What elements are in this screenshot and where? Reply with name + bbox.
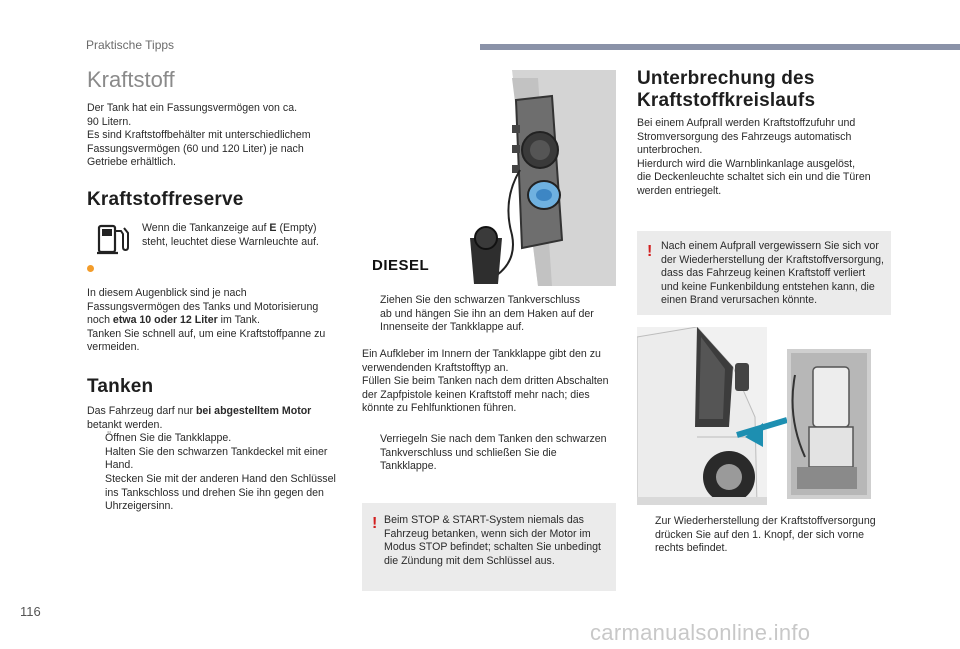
text-line: 90 Litern. [87, 115, 132, 128]
middle-step-4 [362, 294, 594, 335]
text-line: betankt werden. [87, 418, 163, 431]
text-line: unterbrochen. [637, 144, 703, 157]
watermark: carmanualsonline.info [590, 620, 811, 645]
text-line: Füllen Sie beim Tanken nach dem dritten Abschalten [362, 375, 609, 388]
text-line: könnte zu Fehlfunktionen führen. [362, 402, 517, 415]
text-line: Fassungsvermögen des Tanks und Motorisierung [87, 300, 319, 313]
text-line: und keine Funkenbildung entstehen kann, die [661, 280, 875, 293]
text-line: verwendenden Kraftstofftyp an. [362, 361, 509, 374]
list-item: Öffnen Sie die Tankklappe. [105, 432, 232, 445]
tanken-title: Tanken [87, 376, 154, 397]
list-item: Zur Wiederherstellung der Kraftstoffversorgung drücken Sie auf den 1. Knopf, der sich vorne rechts befindet. [655, 515, 876, 555]
text-line: Wenn die Tankanzeige auf E (Empty) [142, 222, 317, 234]
diesel-label: DIESEL [372, 257, 430, 274]
reserve-paragraph [87, 287, 325, 355]
middle-paragraph [362, 348, 609, 416]
section-header: Praktische Tipps [86, 38, 175, 52]
text-line: werden entriegelt. [637, 184, 722, 197]
warning-icon: ! [372, 515, 378, 532]
crash-warning-box [637, 231, 891, 315]
reserve-description [142, 222, 319, 249]
list-item: Stecken Sie mit der anderen Hand den Schlüssel ins Tankschloss und drehen Sie ihn gegen den Uhrzeigersinn. [105, 472, 336, 513]
fuel-pump-icon [96, 221, 134, 257]
text-line: die Zündung mit dem Schlüssel aus. [384, 554, 555, 567]
list-item: Halten Sie den schwarzen Tankdeckel mit einer Hand. [105, 445, 328, 472]
warning-icon: ! [647, 243, 653, 260]
header-bar [480, 44, 960, 50]
kraftstoff-text [87, 102, 311, 170]
unterbrechung-step [637, 515, 876, 556]
middle-step-5 [362, 433, 607, 474]
unterbrechung-text [637, 117, 871, 199]
kraftstoffreserve-title: Kraftstoffreserve [87, 189, 244, 210]
text-line: Stromversorgung des Fahrzeugs automatisch [637, 130, 852, 143]
fuel-cap-illustration [362, 70, 616, 286]
text-line: Das Fahrzeug darf nur bei abgestelltem Motor [87, 405, 312, 417]
text-line: Beim STOP & START-System niemals das [384, 514, 584, 526]
text-line: einen Brand verursachen könnte. [661, 294, 818, 307]
unterbrechung-title: Unterbrechung des Kraftstoffkreislaufs [637, 68, 816, 111]
text-line: Fahrzeug betanken, wenn sich der Motor im [384, 527, 591, 540]
list-item: Ziehen Sie den schwarzen Tankverschluss ab und hängen Sie ihn an dem Haken auf der Innenseite der Tankklappe auf. [380, 294, 594, 334]
text-line: die Deckenleuchte schaltet sich ein und die Türen [637, 171, 871, 184]
text-line: der Zapfpistole keinen Kraftstoff mehr nach; dies [362, 388, 590, 401]
text-line: Tanken Sie schnell auf, um eine Kraftstoffpanne zu [87, 327, 326, 340]
text-line: noch etwa 10 oder 12 Liter im Tank. [87, 314, 260, 327]
text-line: der Wiederherstellung der Kraftstoffversorgung, [661, 253, 884, 266]
text-line: In diesem Augenblick sind je nach [87, 287, 247, 299]
text-line: Nach einem Aufprall vergewissern Sie sich vor [661, 240, 879, 252]
list-item: Verriegeln Sie nach dem Tanken den schwarzen Tankverschluss und schließen Sie die Tankklappe. [380, 433, 607, 473]
text-line: Fassungsvermögen (60 und 120 Liter) je nach [87, 142, 304, 155]
stop-start-warning-box [362, 503, 616, 591]
tanken-text [87, 405, 336, 514]
text-line: Getriebe erhältlich. [87, 156, 176, 169]
text-line: Ein Aufkleber im Innern der Tankklappe gibt den zu [362, 348, 601, 360]
kraftstoff-title: Kraftstoff [87, 67, 175, 92]
van-cutoff-illustration [637, 327, 891, 505]
text-line: steht, leuchtet diese Warnleuchte auf. [142, 235, 319, 248]
text-line: vermeiden. [87, 341, 140, 354]
text-line: Der Tank hat ein Fassungsvermögen von ca. [87, 102, 298, 114]
warning-indicator-dot [87, 265, 94, 272]
text-line: Bei einem Aufprall werden Kraftstoffzufuhr und [637, 117, 856, 129]
text-line: Modus STOP befindet; schalten Sie unbedingt [384, 541, 601, 554]
page-number: 116 [20, 604, 41, 619]
text-line: dass das Fahrzeug keinen Kraftstoff verliert [661, 267, 866, 280]
text-line: Hierdurch wird die Warnblinkanlage ausgelöst, [637, 157, 856, 170]
text-line: Es sind Kraftstoffbehälter mit unterschiedlichem [87, 129, 311, 142]
